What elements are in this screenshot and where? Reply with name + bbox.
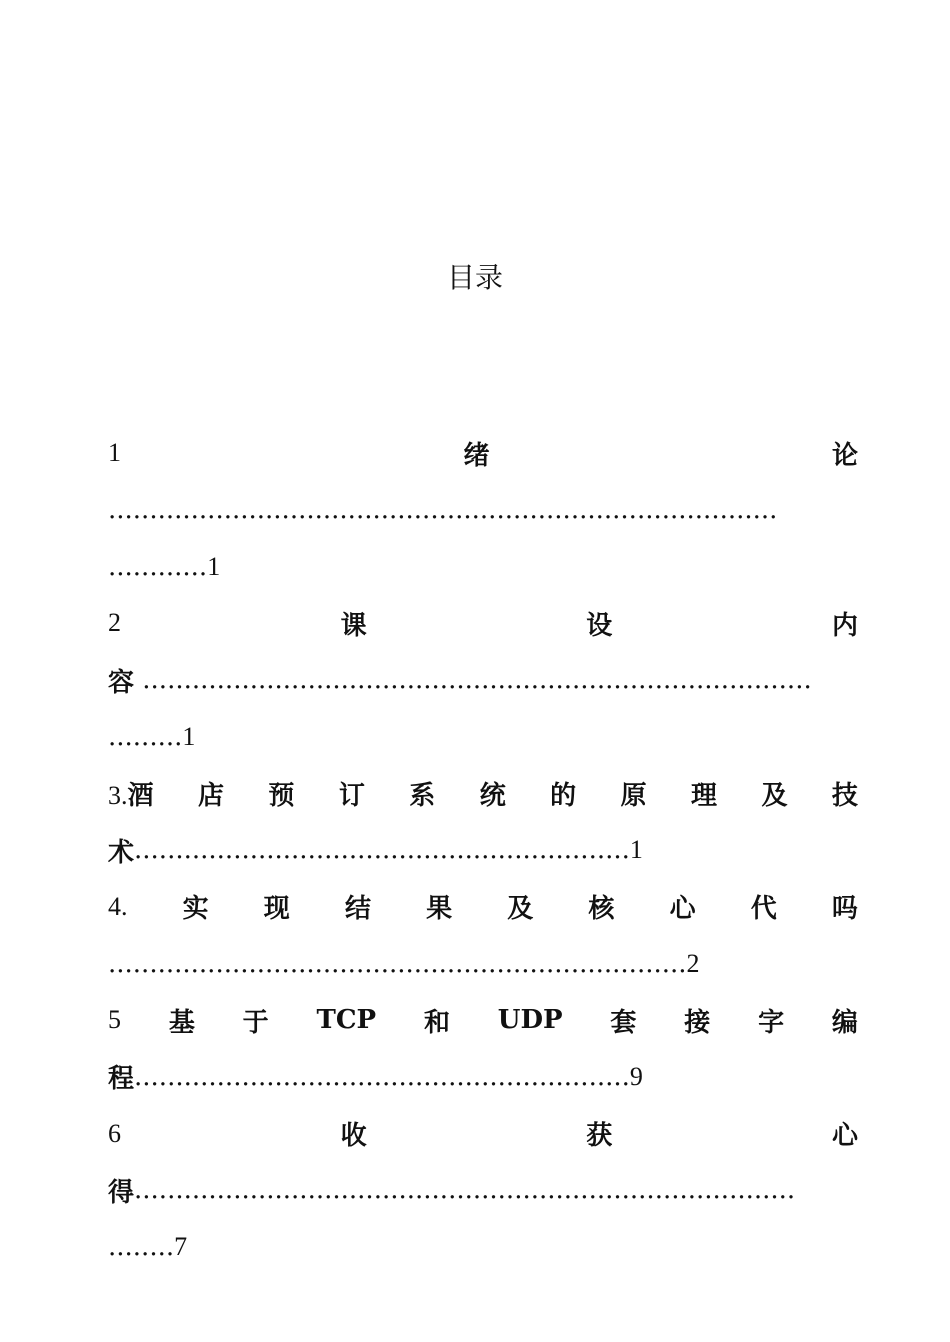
toc-entry-word: 理 — [691, 780, 718, 811]
toc-entry-word: UDP — [497, 1005, 563, 1036]
toc-entry-5-leader — [108, 1049, 858, 1106]
toc-entry-word: 吗 — [831, 894, 858, 925]
toc-entry-word: 基 — [168, 1007, 195, 1038]
toc-entry-6-page-line — [108, 1219, 858, 1276]
toc-entry-word: 于 — [242, 1007, 269, 1038]
toc-entry-word: 及 — [761, 780, 788, 811]
leader-dots: ......... — [108, 721, 183, 752]
page-number: 2 — [686, 948, 700, 978]
toc-entry-word: 程 — [108, 1064, 135, 1095]
toc-entry-word: 系 — [409, 780, 436, 811]
page-number: 1 — [629, 835, 643, 865]
toc-entry-word: 原 — [620, 780, 647, 811]
toc-entry-1-leader — [108, 482, 858, 539]
toc-entry-word: 统 — [479, 780, 506, 811]
toc-entry-number: 4. — [108, 891, 128, 921]
toc-entry-word: 实 — [182, 894, 209, 925]
toc-entry-6-leader — [108, 1162, 858, 1219]
toc-entry-number: 5 — [108, 1005, 121, 1035]
leader-dots: ............................................................ — [134, 835, 630, 866]
leader-dots: ................................................................................ — [134, 1175, 796, 1206]
toc-entry-word: 课 — [340, 610, 367, 641]
toc-entry-word: 套 — [610, 1007, 637, 1038]
toc-entry-word: 现 — [263, 894, 290, 925]
page-number: 1 — [207, 551, 221, 581]
toc-entry-2-heading[interactable] — [108, 595, 858, 652]
leader-dots: ................................................................................. — [142, 665, 812, 696]
toc-entry-word: 店 — [197, 780, 224, 811]
toc-entry-word: 接 — [684, 1007, 711, 1038]
toc-entry-2-leader — [108, 652, 858, 709]
toc-entry-number: 3. — [108, 780, 128, 810]
toc-entry-word: 收 — [340, 1121, 367, 1152]
toc-entry-lead — [108, 775, 154, 812]
toc-entry-3-leader — [108, 822, 858, 879]
toc-entry-word: 的 — [550, 780, 577, 811]
toc-entry-3-heading[interactable] — [108, 765, 858, 822]
toc-entry-word: 技 — [831, 780, 858, 811]
page-number: 7 — [174, 1231, 188, 1261]
toc-entry-number: 2 — [108, 608, 121, 638]
toc-entry-5-heading[interactable] — [108, 992, 858, 1049]
table-of-contents — [108, 425, 858, 1275]
toc-entry-word: 心 — [669, 894, 696, 925]
leader-dots: ........ — [108, 1231, 175, 1262]
toc-entry-2-page-line — [108, 708, 858, 765]
toc-entry-word: 术 — [108, 837, 135, 868]
toc-entry-word: 结 — [344, 894, 371, 925]
toc-entry-word: 果 — [426, 894, 453, 925]
toc-entry-word: 得 — [108, 1177, 135, 1208]
toc-entry-1-page-line — [108, 538, 858, 595]
page-number: 9 — [629, 1061, 643, 1091]
toc-entry-word: TCP — [316, 1005, 377, 1036]
leader-dots: ...................................................................... — [108, 948, 687, 979]
toc-entry-4-heading[interactable] — [108, 879, 858, 936]
toc-entry-1-heading[interactable] — [108, 425, 858, 482]
toc-entry-word: 心 — [831, 1121, 858, 1152]
toc-entry-word: 代 — [750, 894, 777, 925]
leader-dots: ................................................................................. — [108, 495, 778, 526]
toc-entry-word: 容 — [108, 667, 135, 698]
toc-entry-word: 核 — [588, 894, 615, 925]
toc-entry-4-leader — [108, 935, 858, 992]
toc-entry-number: 6 — [108, 1118, 121, 1148]
toc-entry-word: 绪 — [463, 440, 490, 471]
toc-entry-number: 1 — [108, 438, 121, 468]
toc-entry-word: 字 — [758, 1007, 785, 1038]
toc-entry-word: 论 — [831, 440, 858, 471]
toc-entry-word: 内 — [831, 610, 858, 641]
leader-dots: ............ — [108, 551, 208, 582]
toc-entry-word: 酒 — [127, 780, 154, 811]
toc-entry-6-heading[interactable] — [108, 1105, 858, 1162]
toc-entry-word: 获 — [586, 1121, 613, 1152]
toc-entry-word: 预 — [268, 780, 295, 811]
toc-title: 目录 — [446, 261, 503, 294]
leader-dots: ............................................................ — [134, 1061, 630, 1092]
toc-entry-word: 及 — [507, 894, 534, 925]
toc-entry-word: 订 — [338, 780, 365, 811]
toc-entry-word: 设 — [586, 610, 613, 641]
toc-entry-word: 和 — [423, 1007, 450, 1038]
page-number: 1 — [182, 721, 196, 751]
toc-entry-word: 编 — [831, 1007, 858, 1038]
